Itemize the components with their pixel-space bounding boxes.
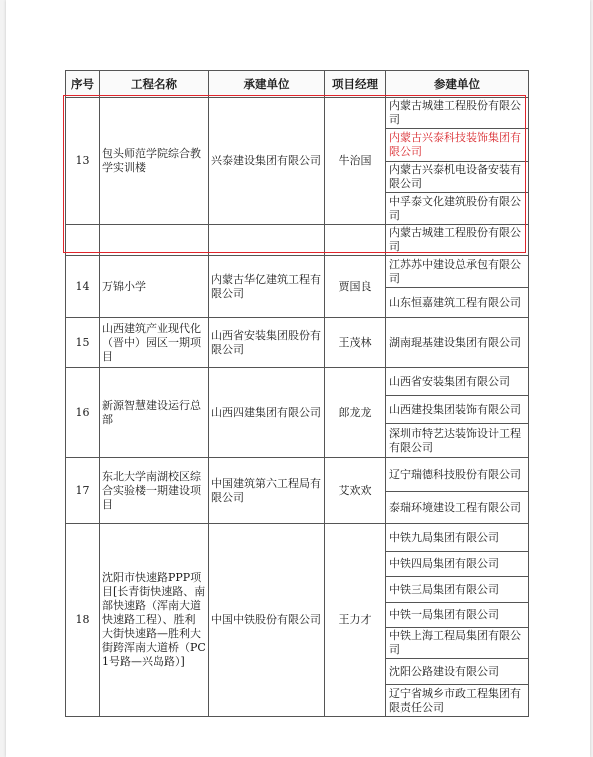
participant: 山西建投集团装饰有限公司 bbox=[386, 396, 529, 424]
participant: 山东恒嘉建筑工程有限公司 bbox=[386, 288, 529, 318]
table-row bbox=[66, 524, 529, 552]
table-row bbox=[66, 318, 529, 368]
row-index: 14 bbox=[66, 256, 100, 318]
header-contractor: 承建单位 bbox=[209, 71, 325, 98]
row-index: 17 bbox=[66, 458, 100, 524]
project-manager: 郎龙龙 bbox=[325, 368, 386, 458]
project-name: 东北大学南湖校区综合实验楼一期建设项目 bbox=[100, 458, 209, 524]
participant: 中铁四局集团有限公司 bbox=[386, 552, 529, 577]
table-row bbox=[66, 368, 529, 396]
table-row bbox=[66, 458, 529, 492]
participant-highlighted: 内蒙古兴泰科技装饰集团有限公司 bbox=[386, 129, 529, 162]
project-name: 包头师范学院综合教学实训楼 bbox=[100, 98, 209, 225]
contractor: 内蒙古华亿建筑工程有限公司 bbox=[209, 256, 325, 318]
participant: 深圳市特艺达装饰设计工程有限公司 bbox=[386, 424, 529, 458]
table-row bbox=[66, 98, 529, 129]
project-name: 沈阳市快速路PPP项目[长青街快速路、南部快速路（浑南大道快速路工程）、胜利大街快速路—胜利大街跨浑南大道桥（PC1号路—兴岛路）] bbox=[100, 524, 209, 717]
participant: 中铁三局集团有限公司 bbox=[386, 577, 529, 603]
contractor: 山西四建集团有限公司 bbox=[209, 368, 325, 458]
row-index: 15 bbox=[66, 318, 100, 368]
row-index: 18 bbox=[66, 524, 100, 717]
project-manager: 王力才 bbox=[325, 524, 386, 717]
project-manager: 牛治国 bbox=[325, 98, 386, 225]
participant: 中铁上海工程局集团有限公司 bbox=[386, 628, 529, 659]
project-name: 新源智慧建设运行总部 bbox=[100, 368, 209, 458]
header-index: 序号 bbox=[66, 71, 100, 98]
contractor: 兴泰建设集团有限公司 bbox=[209, 98, 325, 225]
participant: 辽宁瑞德科技股份有限公司 bbox=[386, 458, 529, 492]
row-index: 13 bbox=[66, 98, 100, 225]
header-manager: 项目经理 bbox=[325, 71, 386, 98]
project-name: 万锦小学 bbox=[100, 256, 209, 318]
table-row bbox=[66, 225, 529, 256]
empty-cell bbox=[209, 225, 325, 256]
participant: 湖南琨基建设集团有限公司 bbox=[386, 318, 529, 368]
participant: 内蒙古城建工程股份有限公司 bbox=[386, 98, 529, 129]
table-row bbox=[66, 256, 529, 288]
participant: 辽宁省城乡市政工程集团有限责任公司 bbox=[386, 685, 529, 717]
participant: 沈阳公路建设有限公司 bbox=[386, 659, 529, 685]
empty-cell bbox=[325, 225, 386, 256]
participant: 江苏苏中建设总承包有限公司 bbox=[386, 256, 529, 288]
participant: 内蒙古兴泰机电设备安装有限公司 bbox=[386, 162, 529, 193]
participant: 中孚泰文化建筑股份有限公司 bbox=[386, 193, 529, 225]
header-project: 工程名称 bbox=[100, 71, 209, 98]
project-manager: 王茂林 bbox=[325, 318, 386, 368]
document-page bbox=[6, 0, 590, 757]
header-participants: 参建单位 bbox=[386, 71, 529, 98]
participant: 中铁一局集团有限公司 bbox=[386, 603, 529, 628]
project-name: 山西建筑产业现代化（晋中）园区一期项目 bbox=[100, 318, 209, 368]
contractor: 中国建筑第六工程局有限公司 bbox=[209, 458, 325, 524]
contractor: 中国中铁股份有限公司 bbox=[209, 524, 325, 717]
empty-cell bbox=[66, 225, 100, 256]
participant: 中铁九局集团有限公司 bbox=[386, 524, 529, 552]
participant: 泰瑞环境建设工程有限公司 bbox=[386, 492, 529, 524]
empty-cell bbox=[100, 225, 209, 256]
row-index: 16 bbox=[66, 368, 100, 458]
project-manager: 贾国良 bbox=[325, 256, 386, 318]
project-table bbox=[65, 70, 529, 717]
participant: 山西省安装集团有限公司 bbox=[386, 368, 529, 396]
participant: 内蒙古城建工程股份有限公司 bbox=[386, 225, 529, 256]
project-manager: 艾欢欢 bbox=[325, 458, 386, 524]
contractor: 山西省安装集团股份有限公司 bbox=[209, 318, 325, 368]
table-header-row bbox=[66, 71, 529, 98]
